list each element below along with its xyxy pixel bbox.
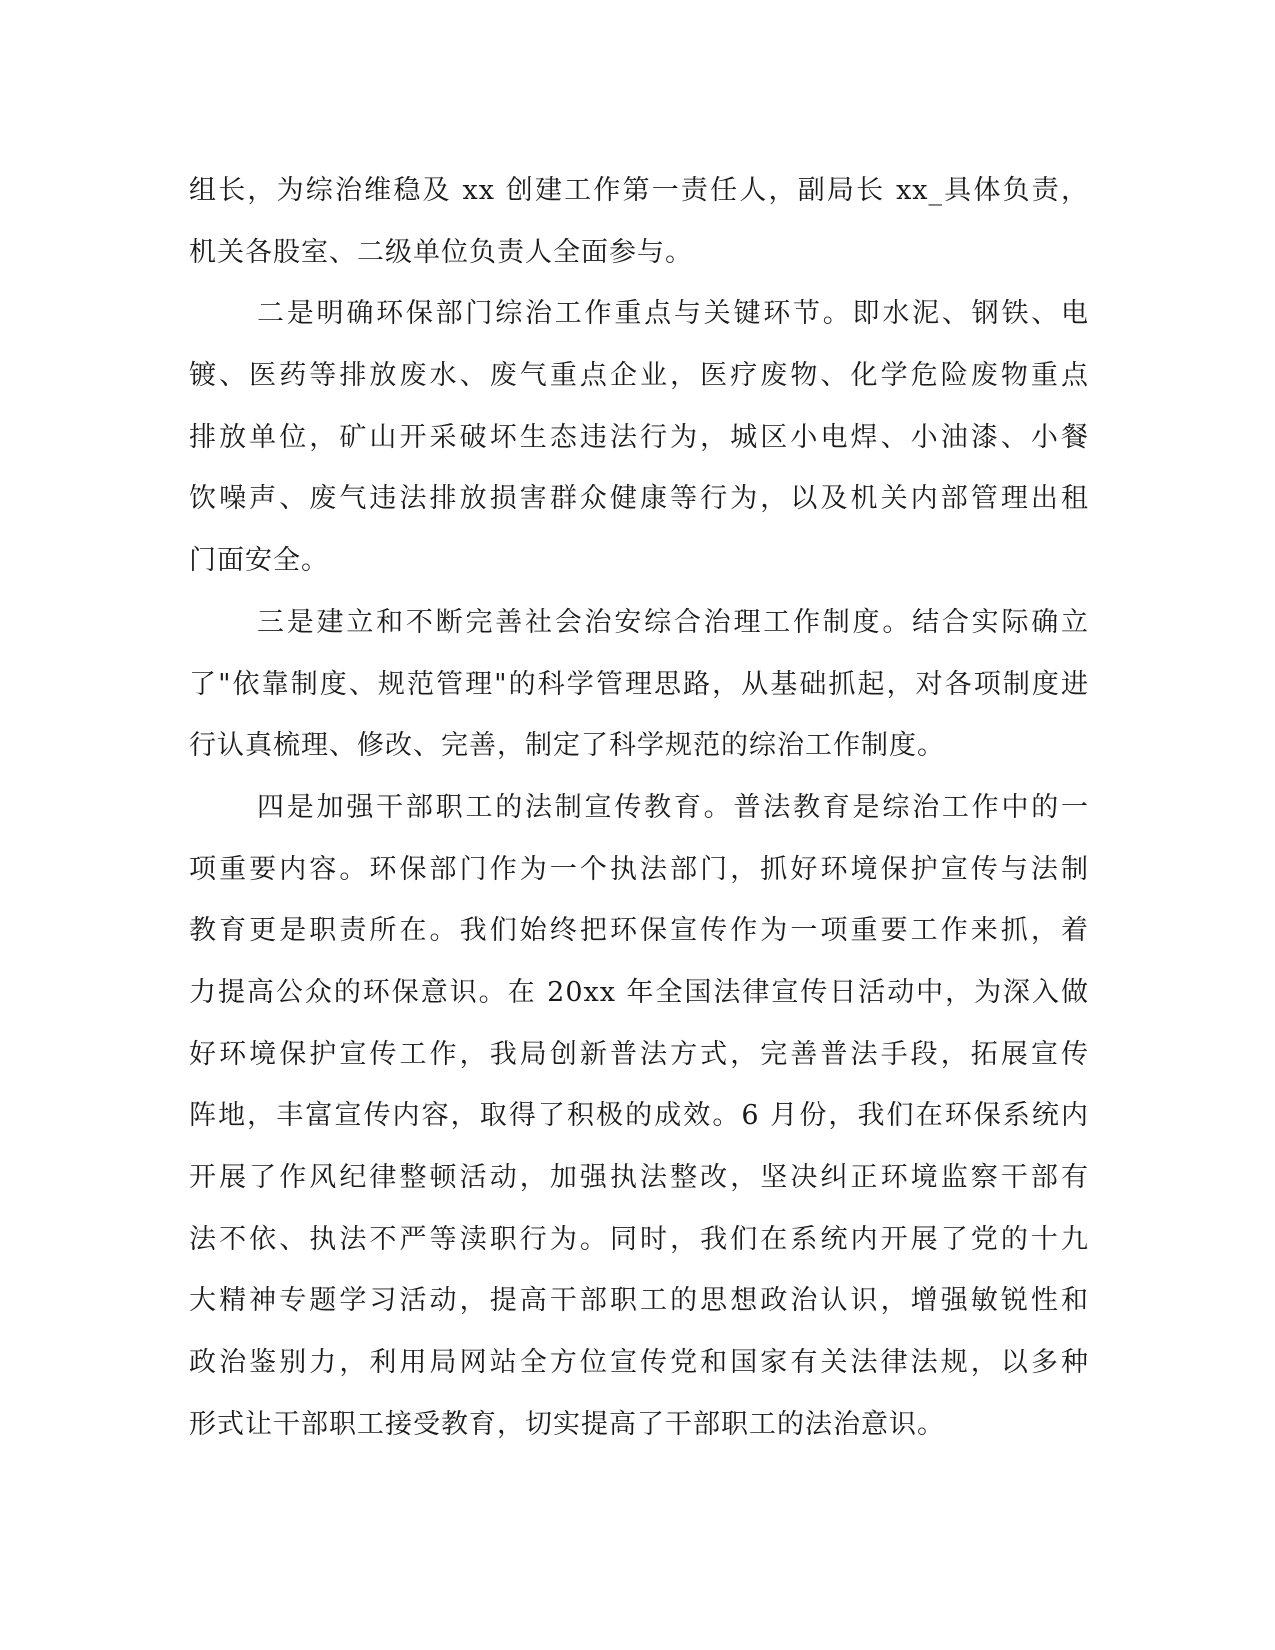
text-line: 大精神专题学习活动，提高干部职工的思想政治认识，增强敏锐性和	[189, 1285, 1089, 1317]
text-line: 教育更是职责所在。我们始终把环保宣传作为一项重要工作来抓，着	[189, 915, 1089, 947]
text-line: 排放单位，矿山开采破坏生态违法行为，城区小电焊、小油漆、小餐	[189, 421, 1089, 453]
text-line: 形式让干部职工接受教育，切实提高了干部职工的法治意识。	[189, 1408, 945, 1440]
paragraph-first-line: 二是明确环保部门综治工作重点与关键环节。即水泥、钢铁、电	[257, 298, 1089, 330]
text-line: 法不依、执法不严等渎职行为。同时，我们在系统内开展了党的十九	[189, 1223, 1089, 1255]
text-line: 组长，为综治维稳及 xx 创建工作第一责任人，副局长 xx_具体负责，	[189, 175, 1089, 206]
text-line: 力提高公众的环保意识。在 20xx 年全国法律宣传日活动中，为深入做	[189, 976, 1089, 1008]
text-line: 行认真梳理、修改、完善，制定了科学规范的综治工作制度。	[189, 730, 945, 762]
text-line: 机关各股室、二级单位负责人全面参与。	[189, 236, 693, 268]
document-body	[189, 160, 1089, 1455]
paragraph-first-line: 四是加强干部职工的法制宣传教育。普法教育是综治工作中的一	[257, 791, 1089, 823]
paragraph-first-line: 三是建立和不断完善社会治安综合治理工作制度。结合实际确立	[257, 606, 1089, 638]
text-line: 饮噪声、废气违法排放损害群众健康等行为，以及机关内部管理出租	[189, 483, 1089, 515]
text-line: 镀、医药等排放废水、废气重点企业，医疗废物、化学危险废物重点	[189, 360, 1089, 392]
text-line: 项重要内容。环保部门作为一个执法部门，抓好环境保护宣传与法制	[189, 853, 1089, 885]
text-line: 开展了作风纪律整顿活动，加强执法整改，坚决纠正环境监察干部有	[189, 1162, 1089, 1193]
text-line: 好环境保护宣传工作，我局创新普法方式，完善普法手段，拓展宣传	[189, 1038, 1089, 1070]
text-line: 政治鉴别力，利用局网站全方位宣传党和国家有关法律法规，以多种	[189, 1347, 1089, 1379]
text-line: 阵地，丰富宣传内容，取得了积极的成效。6 月份，我们在环保系统内	[189, 1100, 1089, 1132]
text-line: 门面安全。	[189, 545, 329, 577]
text-line: 了"依靠制度、规范管理"的科学管理思路，从基础抓起，对各项制度进	[189, 668, 1089, 700]
